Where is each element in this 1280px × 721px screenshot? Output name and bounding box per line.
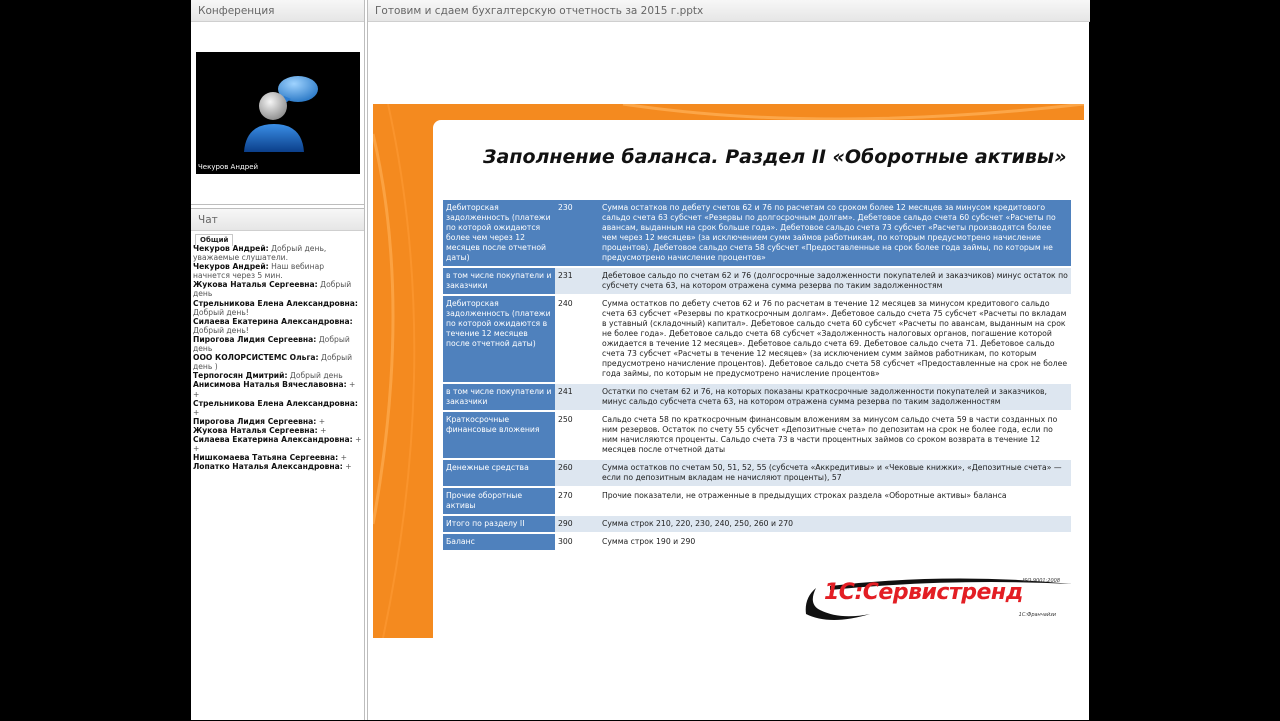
row-description-cell: Дебетовое сальдо по счетам 62 и 76 (долгосрочные задолженности покупателей и заказчиков) минус остаток по субсчету счета 63, на котором отражена сумма резерва по таким задолженностям (599, 268, 1071, 294)
row-code-cell: 250 (555, 412, 599, 458)
chat-message (193, 244, 363, 262)
table-row (443, 200, 1071, 266)
chat-message-author: Стрельникова Елена Александровна: (193, 398, 358, 408)
chat-message-text: + (318, 416, 326, 426)
row-description-cell: Сумма строк 210, 220, 230, 240, 250, 260 и 270 (599, 516, 1071, 532)
row-description-cell: Сумма остатков по счетам 50, 51, 52, 55 (субсчета «Аккредитивы» и «Чековые книжки», «Депозитные счета» — если по депозитным вкладам не начисляют проценты), 57 (599, 460, 1071, 486)
row-name-cell: Прочие оборотные активы (443, 488, 555, 514)
chat-message-text: Добрый день, уважаемые слушатели. (193, 244, 327, 263)
table-row (443, 268, 1071, 294)
row-description-cell: Остатки по счетам 62 и 76, на которых показаны краткосрочные задолженности покупателей и заказчиков, минус сальдо субсчета счета 63, на котором отражена сумма резерва по таким задолженностям (599, 384, 1071, 410)
row-name-cell: Баланс (443, 534, 555, 550)
row-name-cell: в том числе покупатели и заказчики (443, 384, 555, 410)
chat-message-author: Анисимова Наталья Вячеславовна: (193, 380, 347, 390)
webcam-video[interactable] (196, 52, 360, 174)
chat-message-author: Терпогосян Дмитрий: (193, 371, 288, 381)
chat-message-author: Жукова Наталья Сергеевна: (193, 280, 318, 290)
chat-log (193, 244, 363, 471)
row-description-cell: Сумма остатков по дебету счетов 62 и 76 по расчетам в течение 12 месяцев за минусом кредитового сальдо счета 63 субсчет «Резервы по краткосрочным долгам». Дебетовое сальдо счета 75 субсчет «Расчеты по вкладам в уставный (складочный) капитал». Дебетовое сальдо счета 60 субсчет «Расчеты по авансам, выданным на срок не более года». Дебетовое сальдо счета 68 субсчет «Задолженность налоговых органов, погашение которой ожидается в течение 12 месяцев». Дебетовое сальдо счета 69. Дебетовое сальдо счета 71. Дебетовое сальдо счета 73 субсчет «Расчеты в течение 12 месяцев» (за исключением сумм займов работникам, по которым предусмотрено начисление процентов). Дебетовое сальдо счета 58 субсчет «Предоставленные на срок не более года займы, по которым не предусмотрено начисление процентов» (599, 296, 1071, 382)
chat-message-text: + + (193, 434, 362, 454)
chat-message (193, 426, 363, 435)
chat-message-text: Добрый день (193, 280, 352, 299)
logo-franchise: 1С:Франчайзи (1018, 612, 1056, 618)
chat-message-text: + (340, 453, 348, 463)
row-code-cell: 290 (555, 516, 599, 532)
chat-message-author: Лопатко Наталья Александровна: (193, 462, 343, 472)
chat-message-text: Добрый день ) (193, 353, 353, 372)
user-avatar-icon (196, 52, 360, 174)
table-row (443, 384, 1071, 410)
row-name-cell: Дебиторская задолженность (платежи по которой ожидаются более чем через 12 месяцев после отчетной даты) (443, 200, 555, 266)
chat-message (193, 280, 363, 298)
balance-table (443, 198, 1071, 552)
chat-message-text: + (320, 425, 327, 435)
chat-message-author: Чекуров Андрей: (193, 244, 269, 253)
presentation-file-title: Готовим и сдаем бухгалтерскую отчетность за 2015 г.pptx (368, 0, 1090, 22)
table-row (443, 534, 1071, 550)
chat-panel-title: Чат (191, 209, 364, 231)
chat-message-author: Пирогова Лидия Сергеевна: (193, 416, 317, 426)
conference-panel (191, 0, 364, 205)
row-description-cell: Сальдо счета 58 по краткосрочным финансовым вложениям за минусом сальдо счета 59 в части созданных по ним резервов. Остаток по счету 55 субсчет «Депозитные счета» по депозитам на срок не более года, если по ним начисляются проценты. Сальдо счета 73 в части процентных займов со сроком возврата в течение 12 месяцев после отчетной даты (599, 412, 1071, 458)
chat-message (193, 462, 363, 471)
chat-message (193, 335, 363, 353)
chat-message (193, 399, 363, 417)
row-name-cell: Итого по разделу II (443, 516, 555, 532)
table-row (443, 296, 1071, 382)
conference-panel-title: Конференция (191, 0, 364, 22)
presentation-panel (367, 0, 1090, 720)
chat-message-author: Жукова Наталья Сергеевна: (193, 425, 318, 435)
chat-message (193, 353, 363, 371)
chat-message-text: + (193, 407, 200, 417)
chat-message-text: Добрый день! (193, 307, 249, 317)
row-code-cell: 300 (555, 534, 599, 550)
tab-general[interactable]: Общий (195, 234, 233, 246)
row-code-cell: 231 (555, 268, 599, 294)
chat-message (193, 371, 363, 380)
row-code-cell: 260 (555, 460, 599, 486)
row-name-cell: в том числе покупатели и заказчики (443, 268, 555, 294)
row-name-cell: Дебиторская задолженность (платежи по которой ожидаются в течение 12 месяцев после отчетной даты) (443, 296, 555, 382)
participant-name: Чекуров Андрей (198, 163, 259, 171)
chat-message-author: Силаева Екатерина Александровна: (193, 434, 353, 444)
table-row (443, 516, 1071, 532)
chat-message-author: Нишкомаева Татьяна Сергеевна: (193, 453, 339, 463)
chat-panel (191, 208, 364, 721)
row-name-cell: Краткосрочные финансовые вложения (443, 412, 555, 458)
table-row (443, 412, 1071, 458)
chat-message-text: Добрый день (289, 371, 343, 381)
chat-message-text: + (345, 462, 352, 472)
chat-message-text: + + (193, 380, 356, 399)
chat-message-author: ООО КОЛОРСИСТЕМС Ольга: (193, 353, 319, 363)
row-description-cell: Прочие показатели, не отраженные в предыдущих строках раздела «Оборотные активы» баланса (599, 488, 1071, 514)
chat-message (193, 380, 363, 398)
row-description-cell: Сумма остатков по дебету счетов 62 и 76 по расчетам со сроком более 12 месяцев за минусом кредитового сальдо счета 63 субсчет «Резервы по долгосрочным долгам». Дебетовое сальдо счета 60 субсчет «Расчеты по авансам, выданным на срок больше года». Дебетовое сальдо счета 73 субсчет «Расчеты производятся более чем через 12 месяцев» (за исключением сумм займов работникам, по которым предусмотрено начисление процентов). Дебетовое сальдо счета 58 субсчет «Предоставленные на срок более года займы, по которым не предусмотрено начисление процентов» (599, 200, 1071, 266)
row-code-cell: 240 (555, 296, 599, 382)
row-code-cell: 270 (555, 488, 599, 514)
table-row (443, 460, 1071, 486)
chat-message (193, 453, 363, 462)
chat-message (193, 435, 363, 453)
chat-message-text: Добрый день! (193, 325, 249, 335)
chat-message (193, 417, 363, 426)
chat-message-text: Добрый день (193, 334, 350, 354)
chat-message-text: Наш вебинар начнется через 5 мин. (193, 262, 325, 281)
chat-message-author: Силаева Екатерина Александровна: (193, 316, 353, 326)
slide-title: Заполнение баланса. Раздел II «Оборотные активы» (483, 146, 1067, 168)
company-logo (800, 574, 1074, 622)
chat-message (193, 262, 363, 280)
logo-iso: ISO 9001:2008 (1022, 578, 1060, 584)
chat-message (193, 317, 363, 335)
logo-text: 1С:Сервистренд (824, 580, 1023, 605)
chat-message-author: Стрельникова Елена Александровна: (193, 298, 358, 308)
row-code-cell: 230 (555, 200, 599, 266)
chat-message (193, 299, 363, 317)
webinar-app (191, 0, 1089, 720)
row-code-cell: 241 (555, 384, 599, 410)
table-row (443, 488, 1071, 514)
chat-message-author: Чекуров Андрей: (193, 262, 269, 272)
chat-message-author: Пирогова Лидия Сергеевна: (193, 334, 317, 344)
row-description-cell: Сумма строк 190 и 290 (599, 534, 1071, 550)
left-column (191, 0, 365, 720)
row-name-cell: Денежные средства (443, 460, 555, 486)
slide (373, 104, 1084, 638)
